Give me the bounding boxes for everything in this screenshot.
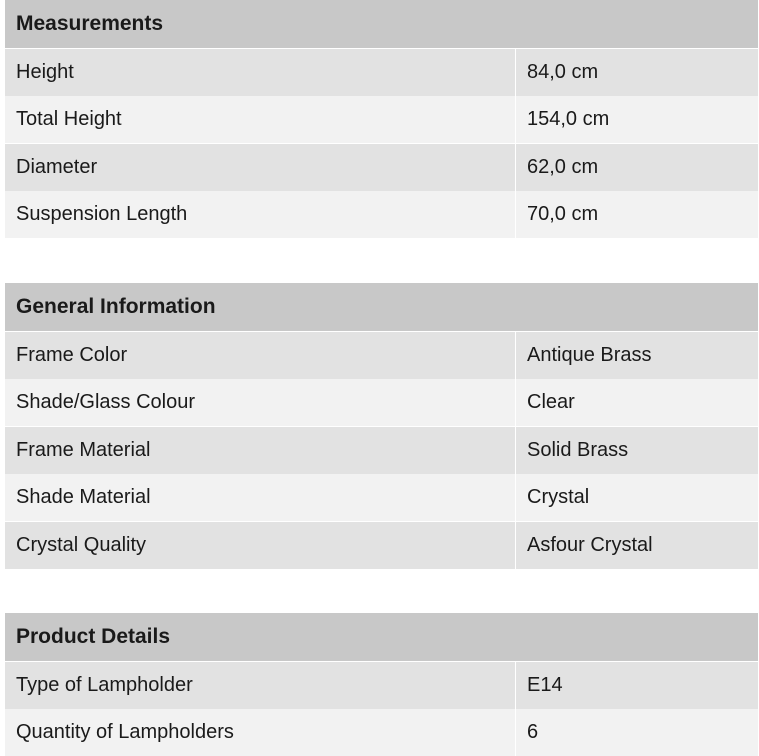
- row-label: Total Height: [16, 108, 122, 130]
- section-header: [5, 613, 758, 661]
- row-label: Diameter: [16, 155, 98, 178]
- table-row: [5, 332, 758, 379]
- row-label: Frame Material: [16, 438, 151, 461]
- section-title: Product Details: [16, 625, 171, 648]
- row-value: 84,0 cm: [515, 49, 758, 96]
- product-details-table: [5, 613, 758, 756]
- row-label: Suspension Length: [16, 203, 188, 225]
- section-title: General Information: [16, 295, 216, 318]
- table-row: [5, 144, 758, 191]
- table-row: [5, 191, 758, 238]
- row-label: Shade/Glass Colour: [16, 391, 195, 413]
- general-information-table: [5, 283, 758, 569]
- measurements-table: [5, 0, 758, 238]
- table-row: [5, 662, 758, 709]
- table-row: [5, 49, 758, 96]
- table-row: [5, 709, 758, 756]
- table-row: [5, 522, 758, 569]
- row-value: Antique Brass: [515, 332, 758, 379]
- row-value: 62,0 cm: [515, 144, 758, 191]
- row-label: Quantity of Lampholders: [16, 721, 234, 743]
- row-label: Height: [16, 60, 74, 83]
- table-row: [5, 96, 758, 143]
- row-value: 154,0 cm: [515, 96, 758, 143]
- row-label: Frame Color: [16, 343, 128, 366]
- table-row: [5, 379, 758, 426]
- row-value: 70,0 cm: [515, 191, 758, 238]
- row-value: Solid Brass: [515, 427, 758, 474]
- row-value: E14: [515, 662, 758, 709]
- section-title: Measurements: [16, 12, 164, 35]
- row-label: Crystal Quality: [16, 533, 147, 556]
- row-value: Asfour Crystal: [515, 522, 758, 569]
- row-label: Shade Material: [16, 486, 151, 508]
- section-header: [5, 0, 758, 48]
- section-header: [5, 283, 758, 331]
- row-value: Crystal: [515, 474, 758, 521]
- table-row: [5, 474, 758, 521]
- row-label: Type of Lampholder: [16, 673, 193, 696]
- table-row: [5, 427, 758, 474]
- row-value: Clear: [515, 379, 758, 426]
- row-value: 6: [515, 709, 758, 756]
